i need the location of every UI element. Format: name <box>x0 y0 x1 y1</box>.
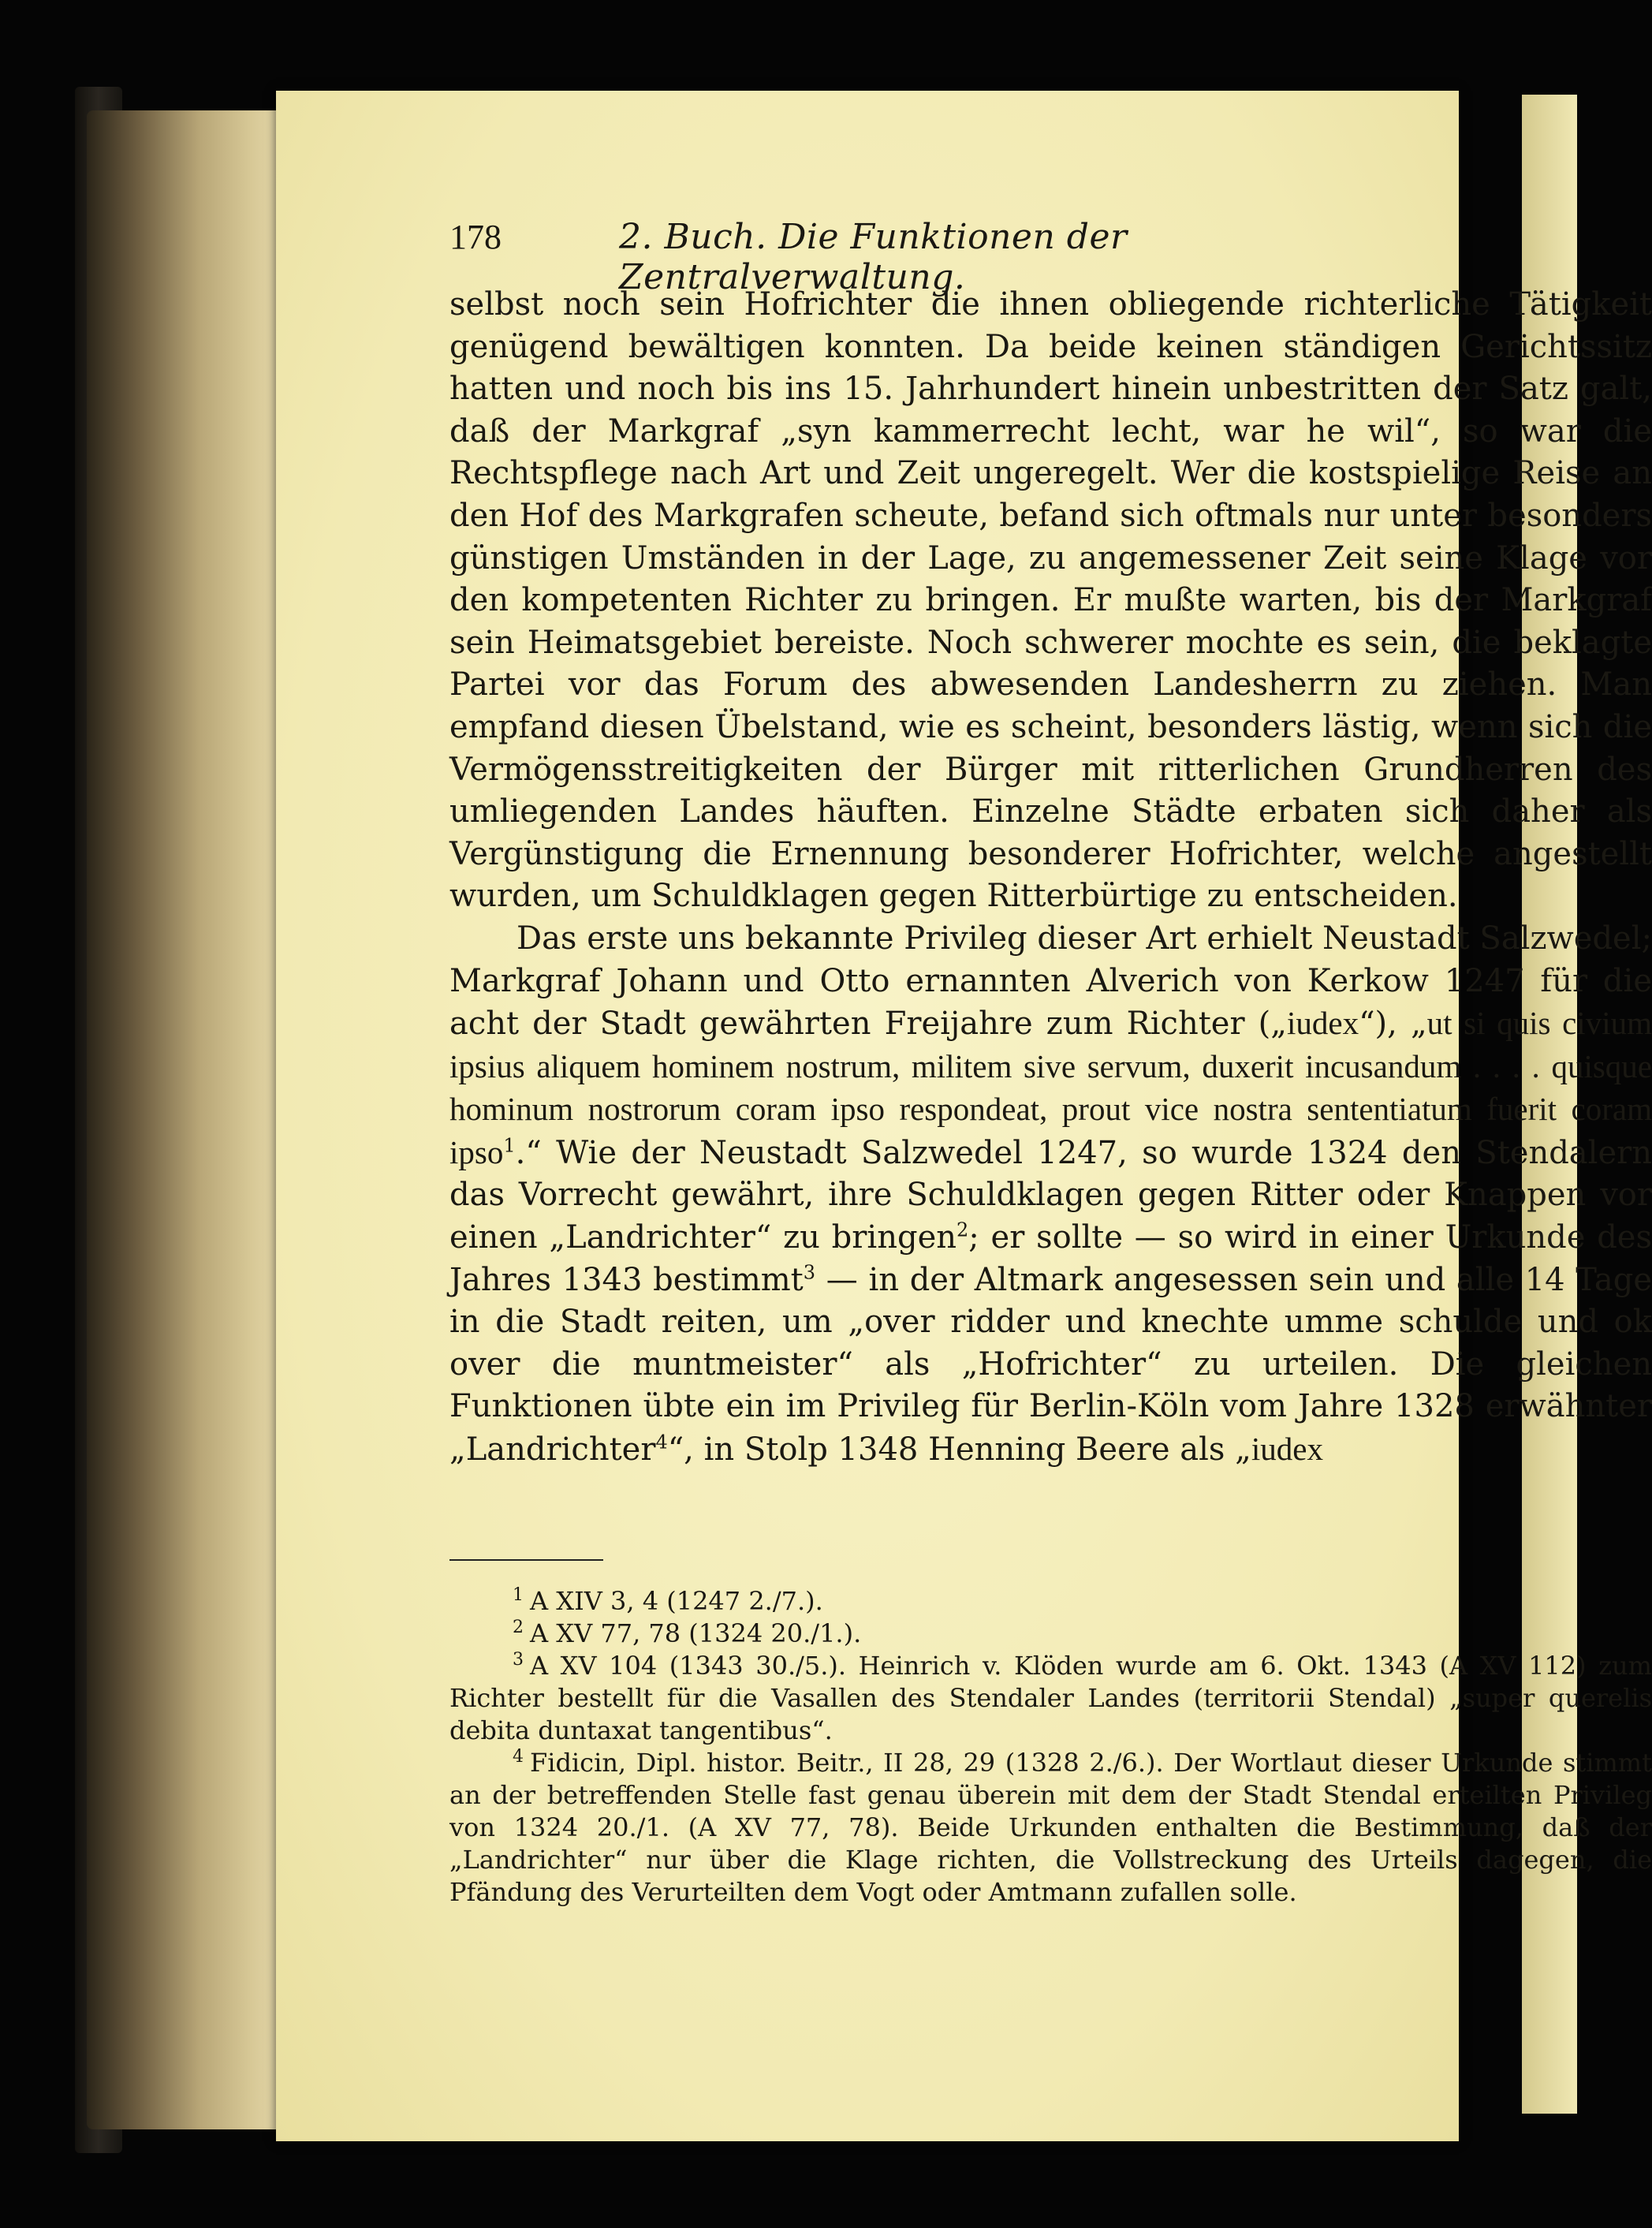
latin-quote-iudex-2: iudex <box>1251 1431 1323 1468</box>
footnote-4-text: Fidicin, Dipl. histor. Beitr., II 28, 29 (1328 2./6.). Der Wortlaut dieser Urkunde stimmt an der betreffenden Stelle fast genau überein mit dem der Stadt Stendal erteilten Privileg von 1324 20./1. (A XV 77, 78). Beide Urkunden enthalten die Bestimmung, daß der „Landrichter“ nur über die Klage richten, die Vollstreckung des Urteils dagegen, die Pfändung des Verurteilten dem Vogt oder Amtmann zufallen solle. <box>449 1748 1652 1907</box>
paragraph-2-part-b: “), „ <box>1359 1006 1427 1043</box>
paragraph-2-part-e: — in der Altmark angesessen sein und alle 14 Tage in die Stadt reiten, um „over ridder und knechte umme schulde und ok over die muntmeister“ als „Hofrichter“ zu urteilen. Die gleichen Funktionen übte ein im Privileg für Berlin-Köln vom Jahre 1328 erwähnter „Landrichter <box>449 1261 1652 1469</box>
paragraph-2-part-d: ; er sollte — so wird in einer Urkunde des Jahres 1343 bestimmt <box>449 1219 1652 1298</box>
footnote-3 <box>449 1650 1652 1747</box>
footnote-2 <box>449 1618 1652 1650</box>
footnotes <box>449 1585 1652 1909</box>
footnote-2-mark: 2 <box>513 1618 524 1638</box>
book-page <box>276 91 1652 2141</box>
paragraph-2-part-f: “, in Stolp 1348 Henning Beere als „ <box>667 1431 1251 1469</box>
footnote-2-text: A XV 77, 78 (1324 20./1.). <box>530 1618 862 1648</box>
footnote-4-mark: 4 <box>513 1747 524 1767</box>
book-page-edges <box>87 110 292 2129</box>
footnote-1-mark: 1 <box>513 1585 524 1606</box>
paragraph-1: selbst noch sein Hofrichter die ihnen obliegende richterliche Tätigkeit genügend bewältigen konnten. Da beide keinen ständigen Gerichtssitz hatten und noch bis ins 15. Jahrhundert hinein unbestritten der Satz galt, daß der Markgraf „syn kammerrecht lecht, war he wil“, so war die Rechtspflege nach Art und Zeit ungeregelt. Wer die kostspielige Reise an den Hof des Markgrafen scheute, befand sich oftmals nur unter besonders günstigen Umständen in der Lage, zu angemessener Zeit seine Klage vor den kompetenten Richter zu bringen. Er mußte warten, bis der Markgraf sein Heimatsgebiet bereiste. Noch schwerer mochte es sein, die beklagte Partei vor das Forum des abwesenden Landesherrn zu ziehen. Man empfand diesen Übelstand, wie es scheint, besonders lästig, wenn sich die Vermögensstreitigkeiten der Bürger mit ritterlichen Grundherren des umliegenden Landes häuften. Einzelne Städte erbaten sich daher als Vergünstigung die Ernennung besonderer Hofrichter, welche angestellt wurden, um Schuldklagen gegen Ritterbürtige zu entscheiden. <box>449 286 1652 915</box>
footnote-ref-2[interactable]: 2 <box>957 1218 969 1241</box>
footnote-3-text: A XV 104 (1343 30./5.). Heinrich v. Klöden wurde am 6. Okt. 1343 (A XV 112) zum Richter bestellt für die Vasallen des Stendaler Landes (territorii Stendal) „super querelis debita duntaxat tangentibus“. <box>449 1651 1652 1745</box>
main-text <box>449 284 1652 1472</box>
footnote-ref-4[interactable]: 4 <box>655 1431 668 1454</box>
footnote-4 <box>449 1747 1652 1909</box>
latin-quote-iudex: iudex <box>1287 1005 1359 1042</box>
footnote-1 <box>449 1585 1652 1618</box>
footnote-ref-1[interactable]: 1 <box>503 1134 516 1157</box>
footnote-1-text: A XIV 3, 4 (1247 2./7.). <box>530 1586 823 1616</box>
paragraph-2-part-a: Das erste uns bekannte Privileg dieser Art erhielt Neustadt Salzwedel; Markgraf Johann und Otto ernannten Alverich von Kerkow 1247 für die acht der Stadt gewährten Freijahre zum Richter („ <box>449 920 1652 1043</box>
footnote-divider <box>449 1559 603 1561</box>
footnote-3-mark: 3 <box>513 1650 524 1670</box>
running-head: 2. Buch. Die Funktionen der Zentralverwaltung. <box>619 217 1128 297</box>
latin-quote-privilege: ut si quis civium ipsius aliquem hominem nostrum, militem sive servum, duxerit incusandum . . . . quisque hominum nostrorum coram ipso respondeat, prout vice nostra sententiatum fuerit coram ipso <box>449 1005 1652 1170</box>
page-number: 178 <box>449 218 502 256</box>
paragraph-2-part-c: .“ Wie der Neustadt Salzwedel 1247, so wurde 1324 den Stendalern das Vorrecht gewährt, ihre Schuldklagen gegen Ritter oder Knappen vor einen „Landrichter“ zu bringen <box>449 1134 1652 1256</box>
paragraph-2 <box>449 918 1652 1472</box>
footnote-ref-3[interactable]: 3 <box>803 1261 816 1284</box>
page-header <box>449 217 1475 297</box>
